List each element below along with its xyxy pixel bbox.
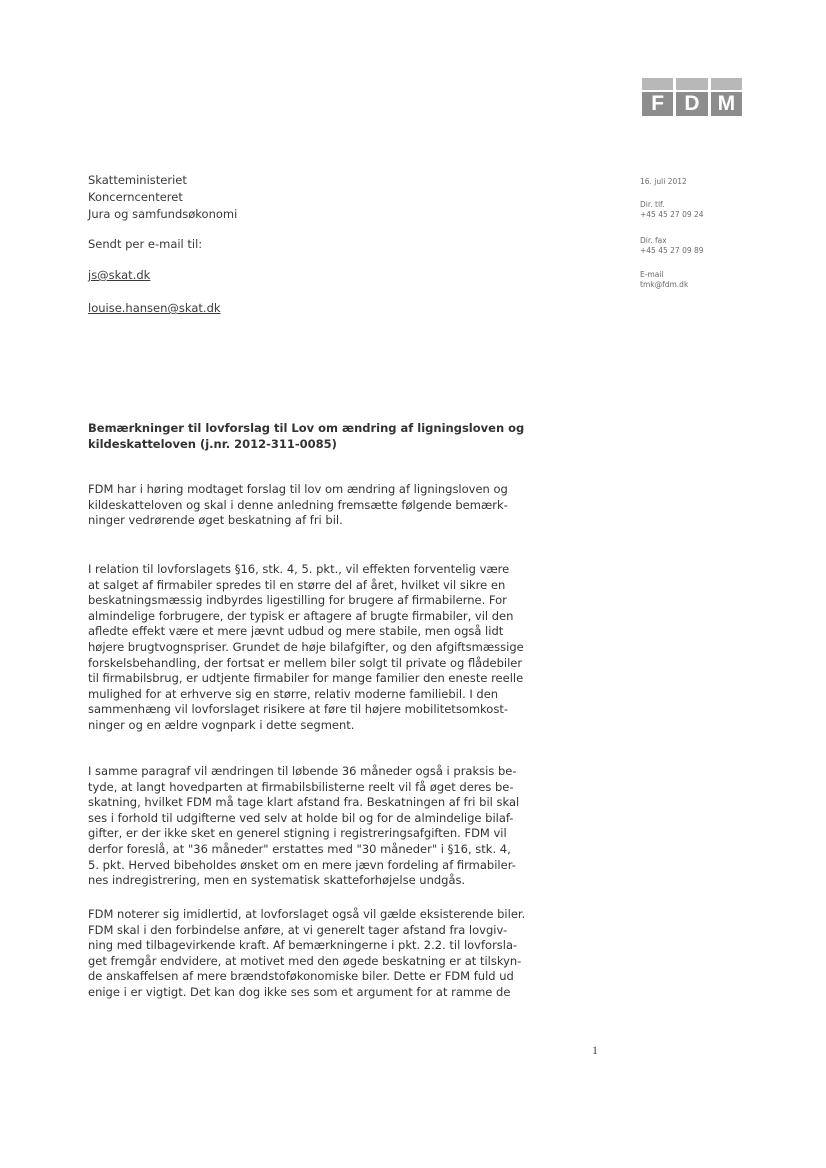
paragraph-line: ninger og en ældre vognpark i dette segment.: [88, 717, 355, 732]
sender-email[interactable]: tmk@fdm.dk: [640, 280, 689, 289]
paragraph-line: kildeskatteloven og skal i denne anledning fremsætte følgende bemærk-: [88, 497, 508, 512]
paragraph-line: FDM skal i den forbindelse anføre, at vi generelt tager afstand fra lovgiv-: [88, 922, 508, 937]
recipient-line: Jura og samfundsøkonomi: [88, 207, 238, 221]
paragraph-line: sammenhæng vil lovforslaget risikere at føre til højere mobilitetsomkost-: [88, 702, 508, 717]
recipient-email-link[interactable]: js@skat.dk: [88, 268, 151, 282]
paragraph-line: almindelige forbrugere, der typisk er aftagere af brugte firmabiler, vil den: [88, 608, 514, 623]
logo-bar-segment: [711, 78, 742, 90]
title-line: Bemærkninger til lovforslag til Lov om ændring af ligningsloven og: [88, 421, 525, 435]
recipient-line: Skatteministeriet: [88, 173, 187, 187]
phone-label: Dir. tlf.: [640, 200, 665, 209]
recipient-email-link[interactable]: louise.hansen@skat.dk: [88, 301, 221, 315]
paragraph-relation: [88, 562, 608, 734]
fax-number: +45 45 27 09 89: [640, 246, 704, 255]
email-label: E-mail: [640, 270, 664, 279]
page-number: 1: [592, 1043, 598, 1057]
logo-letter-f: F: [642, 92, 673, 116]
paragraph-line: nes indregistrering, men en systematisk skatteforhøjelse undgås.: [88, 873, 466, 888]
logo-bar-segment: [642, 78, 673, 90]
paragraph-line: de anskaffelsen af mere brændstoføkonomiske biler. Dette er FDM fuld ud: [88, 969, 514, 984]
fax-label: Dir. fax: [640, 236, 667, 245]
recipient-line: Koncerncenteret: [88, 190, 183, 204]
paragraph-line: mulighed for at erhverve sig en større, relativ moderne familiebil. I den: [88, 686, 499, 701]
document-title: [88, 420, 608, 452]
letter-date: 16. juli 2012: [640, 177, 687, 186]
fdm-logo: [642, 78, 742, 116]
phone-number: +45 45 27 09 24: [640, 210, 704, 219]
paragraph-line: FDM noterer sig imidlertid, at lovforslaget også vil gælde eksisterende biler.: [88, 907, 526, 921]
paragraph-line: tyde, at langt hovedparten at firmabilsbilisterne reelt vil få øget deres be-: [88, 779, 514, 794]
paragraph-line: skatning, hvilket FDM må tage klart afstand fra. Beskatningen af fri bil skal: [88, 795, 520, 810]
title-line: kildeskatteloven (j.nr. 2012-311-0085): [88, 437, 337, 451]
paragraph-line: I relation til lovforslagets §16, stk. 4, 5. pkt., vil effekten forventelig være: [88, 562, 510, 576]
paragraph-line: enige i er vigtigt. Det kan dog ikke ses som et argument for at ramme de: [88, 984, 511, 999]
logo-top-bar: [642, 78, 742, 90]
paragraph-line: beskatningsmæssig indbyrdes ligestilling for brugere af firmabilerne. For: [88, 593, 507, 608]
sent-label: Sendt per e-mail til:: [88, 237, 203, 251]
logo-letters: [642, 92, 742, 116]
paragraph-line: forskelsbehandling, der fortsat er mellem biler solgt til private og flådebiler: [88, 655, 523, 670]
paragraph-line: I samme paragraf vil ændringen til løbende 36 måneder også i praksis be-: [88, 764, 517, 778]
paragraph-existing-cars: [88, 907, 608, 1001]
paragraph-line: derfor foreslå, at "36 måneder" erstattes med "30 måneder" i §16, stk. 4,: [88, 841, 511, 856]
logo-bar-segment: [676, 78, 707, 90]
paragraph-line: afledte effekt være et mere jævnt udbud og mere stabile, men også lidt: [88, 624, 504, 639]
paragraph-line: at salget af firmabiler spredes til en større del af året, hvilket vil sikre en: [88, 577, 506, 592]
logo-letter-m: M: [711, 92, 742, 116]
paragraph-intro: [88, 482, 608, 529]
paragraph-line: højere brugtvognspriser. Grundet de høje bilafgifter, og den afgiftsmæssige: [88, 639, 524, 654]
logo-letter-d: D: [676, 92, 707, 116]
recipient-address: [88, 172, 237, 223]
paragraph-line: til firmabilsbrug, er udtjente firmabiler for mange familier den eneste reelle: [88, 671, 524, 686]
paragraph-line: FDM har i høring modtaget forslag til lov om ændring af ligningsloven og: [88, 482, 508, 496]
paragraph-line: ning med tilbagevirkende kraft. Af bemærkningerne i pkt. 2.2. til lovforsla-: [88, 938, 518, 953]
paragraph-line: gifter, er der ikke sket en generel stigning i registreringsafgiften. FDM vil: [88, 826, 507, 841]
paragraph-36-months: [88, 764, 608, 889]
paragraph-line: ses i forhold til udgifterne ved selv at holde bil og for de almindelige bilaf-: [88, 810, 514, 825]
paragraph-line: 5. pkt. Herved bibeholdes ønsket om en mere jævn fordeling af firmabiler-: [88, 857, 516, 872]
paragraph-line: get fremgår endvidere, at motivet med den øgede beskatning er at tilskyn-: [88, 953, 522, 968]
paragraph-line: ninger vedrørende øget beskatning af fri bil.: [88, 513, 343, 528]
